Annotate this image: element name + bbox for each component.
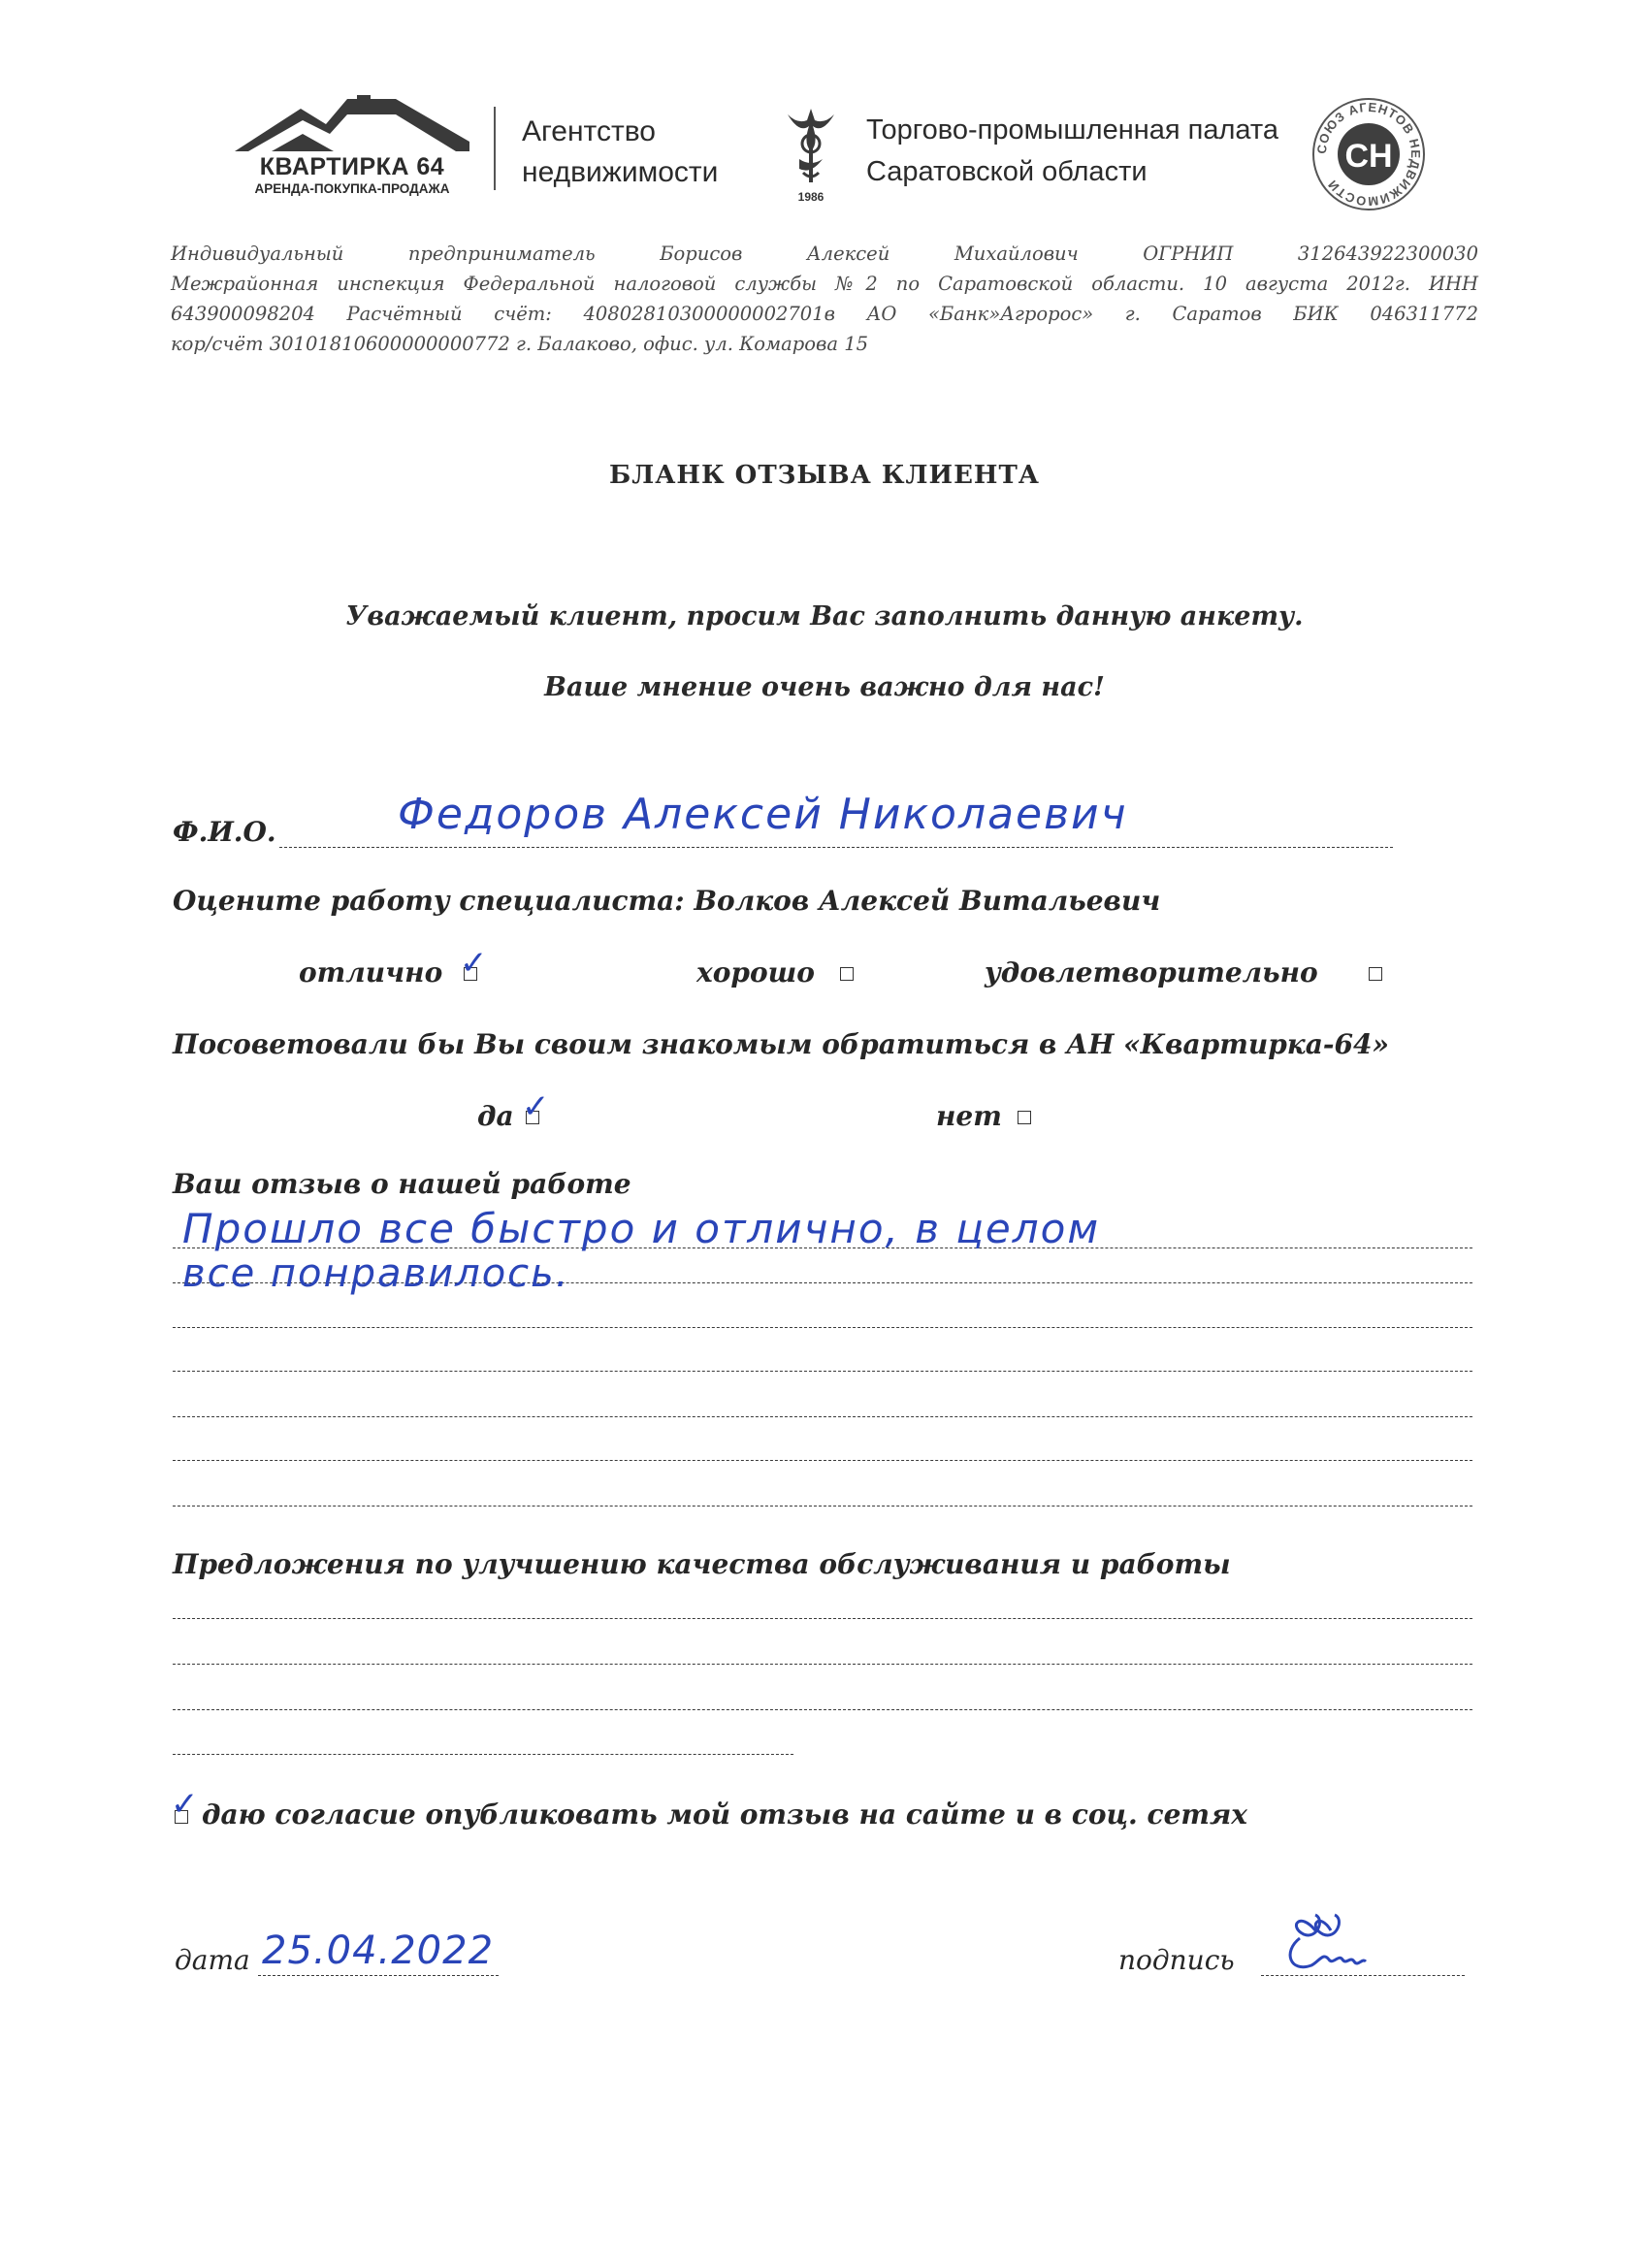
suggestions-line-3	[173, 1709, 1472, 1710]
requisites-line-2: Межрайонная инспекция Федеральной налоговой службы №2 по Саратовской области. 10 августа 2012г. ИНН	[171, 273, 1478, 295]
seal-ring-text: СОЮЗ АГЕНТОВ НЕДВИЖИМОСТИ	[1313, 99, 1424, 210]
rating-satisfactory-checkbox[interactable]	[1369, 967, 1382, 981]
requisites-line-3: 643900098204 Расчётный счёт: 40802810300000002701в АО «Банк»Агророс» г. Саратов БИК 046311772	[171, 303, 1478, 325]
tpp-line-1: Торгово-промышленная палата	[866, 114, 1278, 146]
agency-title	[522, 112, 718, 193]
fio-label: Ф.И.О.	[173, 816, 276, 848]
date-label: дата	[175, 1944, 250, 1976]
intro-line-2: Ваше мнение очень важно для нас!	[544, 672, 1105, 702]
rate-label: Оцените работу специалиста: Волков Алексей Витальевич	[173, 885, 1161, 917]
agency-line-1: Агентство	[522, 115, 656, 147]
header-divider	[494, 107, 496, 190]
review-line-3	[173, 1327, 1472, 1328]
date-underline	[258, 1975, 499, 1976]
consent-label: даю согласие опубликовать мой отзыв на сайте и в соц. сетях	[202, 1798, 1247, 1831]
review-handwritten-line-2[interactable]: все понравилось.	[182, 1251, 570, 1296]
handwritten-signature	[1261, 1901, 1416, 1979]
recommend-label: Посоветовали бы Вы своим знакомым обратиться в АН «Квартирка-64»	[173, 1028, 1389, 1060]
fio-handwritten-value[interactable]: Федоров Алексей Николаевич	[398, 790, 1128, 839]
kvartirka-64-logo	[233, 95, 470, 204]
requisites-line-4: кор/счёт 30101810600000000772 г. Балаково, офис. ул. Комарова 15	[171, 333, 869, 355]
logo-name: КВАРТИРКА 64	[259, 153, 445, 180]
review-line-4	[173, 1371, 1472, 1372]
suggestions-line-1	[173, 1618, 1472, 1619]
intro-line-1: Уважаемый клиент, просим Вас заполнить данную анкету.	[345, 601, 1304, 632]
signature-label: подпись	[1118, 1944, 1235, 1976]
fio-underline	[279, 847, 1393, 848]
checkmark-icon: ✓	[171, 1785, 199, 1824]
agency-line-2: недвижимости	[522, 156, 719, 188]
form-title: БЛАНК ОТЗЫВА КЛИЕНТА	[609, 461, 1040, 490]
suggestions-line-4	[173, 1754, 793, 1755]
rating-good-label: хорошо	[696, 956, 815, 988]
suggestions-label: Предложения по улучшению качества обслуживания и работы	[173, 1548, 1231, 1580]
rating-satisfactory-label: удовлетворительно	[985, 956, 1318, 988]
tpp-emblem	[782, 105, 840, 208]
review-label: Ваш отзыв о нашей работе	[173, 1168, 631, 1200]
review-line-6	[173, 1460, 1472, 1461]
date-handwritten-value[interactable]: 25.04.2022	[262, 1928, 495, 1973]
checkmark-icon: ✓	[460, 944, 488, 983]
rating-excellent-label: отлично	[299, 956, 443, 988]
union-seal-icon	[1311, 97, 1426, 211]
tpp-line-2: Саратовской области	[866, 156, 1148, 187]
review-handwritten-line-1[interactable]: Прошло все быстро и отлично, в целом	[182, 1205, 1101, 1252]
recommend-no-label: нет	[936, 1100, 1002, 1132]
seal-center-text: СН	[1344, 138, 1393, 175]
tpp-title	[866, 110, 1278, 193]
suggestions-line-2	[173, 1664, 1472, 1665]
checkmark-icon: ✓	[522, 1087, 550, 1126]
logo-tagline: АРЕНДА-ПОКУПКА-ПРОДАЖА	[254, 181, 450, 196]
signature-scribble-icon	[1261, 1901, 1416, 1979]
requisites-line-1: Индивидуальный предприниматель Борисов Алексей Михайлович ОГРНИП 312643922300030	[171, 243, 1478, 265]
house-roof-icon	[233, 95, 470, 155]
tpp-year: 1986	[797, 190, 824, 204]
mercury-caduceus-icon	[782, 105, 840, 190]
rating-good-checkbox[interactable]	[840, 967, 854, 981]
recommend-no-checkbox[interactable]	[1018, 1111, 1031, 1124]
union-of-agents-seal	[1311, 97, 1426, 211]
review-line-5	[173, 1416, 1472, 1417]
recommend-yes-label: да	[477, 1100, 514, 1132]
review-line-7	[173, 1506, 1472, 1507]
